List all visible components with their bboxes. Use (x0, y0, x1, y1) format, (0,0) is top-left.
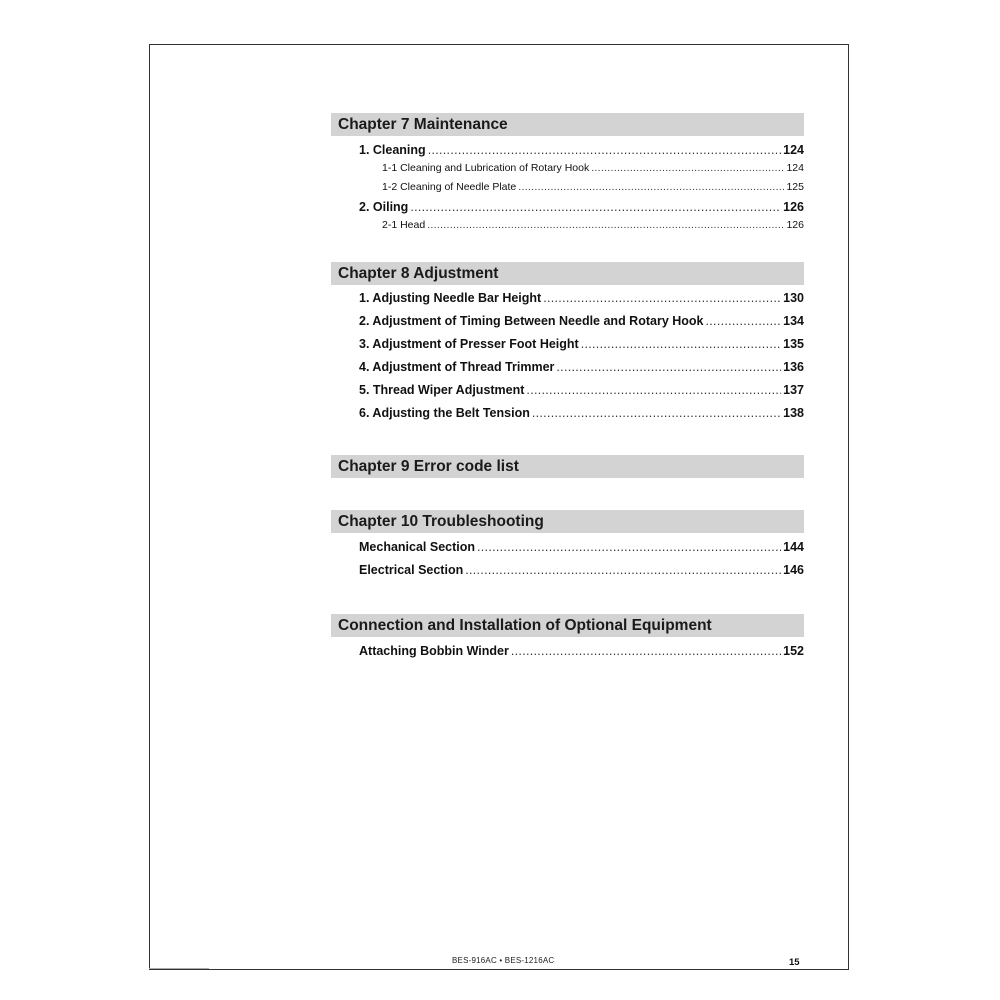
toc-entry-page: 124 (783, 143, 804, 157)
toc-entry-page: 136 (783, 360, 804, 374)
toc-entry-page: 134 (783, 314, 804, 328)
toc-entry-page: 152 (783, 644, 804, 658)
toc-entry-page: 137 (783, 383, 804, 397)
toc-entry-label: Mechanical Section (359, 540, 476, 554)
toc-entry-head[interactable] (382, 219, 804, 238)
toc-entry-page: 144 (783, 540, 804, 554)
toc-entry-label: Electrical Section (359, 563, 464, 577)
toc-entry-label: 1. Adjusting Needle Bar Height (359, 291, 542, 305)
dot-leader (465, 563, 781, 577)
optional-equipment-header: Connection and Installation of Optional Equipment (331, 614, 804, 637)
toc-entry-page: 125 (786, 181, 804, 193)
dot-leader (556, 360, 781, 374)
toc-entry-label: 1. Cleaning (359, 143, 426, 157)
toc-entry-page: 124 (786, 162, 804, 174)
toc-entry-bobbin-winder[interactable] (359, 644, 804, 667)
toc-entry-label: 6. Adjusting the Belt Tension (359, 406, 530, 420)
dot-leader (526, 383, 781, 397)
toc-entry-page: 126 (786, 219, 804, 231)
dot-leader (410, 200, 781, 214)
chapter-7-header: Chapter 7 Maintenance (331, 113, 804, 136)
dot-leader (477, 540, 781, 554)
dot-leader (591, 162, 784, 174)
table-of-contents (331, 113, 804, 667)
toc-entry-page: 135 (783, 337, 804, 351)
dot-leader (428, 143, 781, 157)
toc-entry-page: 126 (783, 200, 804, 214)
toc-entry-rotary-hook-cleaning[interactable] (382, 162, 804, 181)
toc-entry-page: 146 (783, 563, 804, 577)
toc-entry-page: 130 (783, 291, 804, 305)
dot-leader (706, 314, 782, 328)
toc-entry-electrical-section[interactable] (359, 563, 804, 586)
dot-leader (532, 406, 781, 420)
toc-entry-thread-wiper[interactable] (359, 383, 804, 406)
toc-entry-needle-bar-height[interactable] (359, 291, 804, 314)
chapter-9-header: Chapter 9 Error code list (331, 455, 804, 478)
chapter-8-header: Chapter 8 Adjustment (331, 262, 804, 285)
toc-entry-needle-plate-cleaning[interactable] (382, 181, 804, 200)
toc-entry-label: 1-2 Cleaning of Needle Plate (382, 181, 517, 193)
footer-divider (149, 968, 209, 969)
toc-entry-label: Attaching Bobbin Winder (359, 644, 509, 658)
toc-entry-needle-hook-timing[interactable] (359, 314, 804, 337)
chapter-8-entries (359, 291, 804, 429)
toc-entry-mechanical-section[interactable] (359, 540, 804, 563)
toc-entry-label: 4. Adjustment of Thread Trimmer (359, 360, 555, 374)
chapter-10-header: Chapter 10 Troubleshooting (331, 510, 804, 533)
toc-entry-belt-tension[interactable] (359, 406, 804, 429)
toc-entry-thread-trimmer[interactable] (359, 360, 804, 383)
toc-entry-label: 2. Oiling (359, 200, 409, 214)
toc-entry-cleaning[interactable] (359, 143, 804, 162)
toc-entry-label: 3. Adjustment of Presser Foot Height (359, 337, 579, 351)
chapter-10-entries (359, 540, 804, 586)
toc-entry-label: 2-1 Head (382, 219, 426, 231)
toc-entry-label: 5. Thread Wiper Adjustment (359, 383, 525, 397)
toc-entry-label: 1-1 Cleaning and Lubrication of Rotary Hook (382, 162, 590, 174)
dot-leader (518, 181, 784, 193)
toc-entry-oiling[interactable] (359, 200, 804, 219)
page-number: 15 (789, 957, 800, 968)
dot-leader (581, 337, 781, 351)
footer-model-code: BES-916AC • BES-1216AC (452, 956, 555, 965)
chapter-7-entries (359, 143, 804, 238)
optional-equipment-entries (359, 644, 804, 667)
toc-entry-label: 2. Adjustment of Timing Between Needle and Rotary Hook (359, 314, 704, 328)
dot-leader (427, 219, 784, 231)
dot-leader (511, 644, 781, 658)
toc-entry-page: 138 (783, 406, 804, 420)
toc-entry-presser-foot-height[interactable] (359, 337, 804, 360)
dot-leader (543, 291, 781, 305)
